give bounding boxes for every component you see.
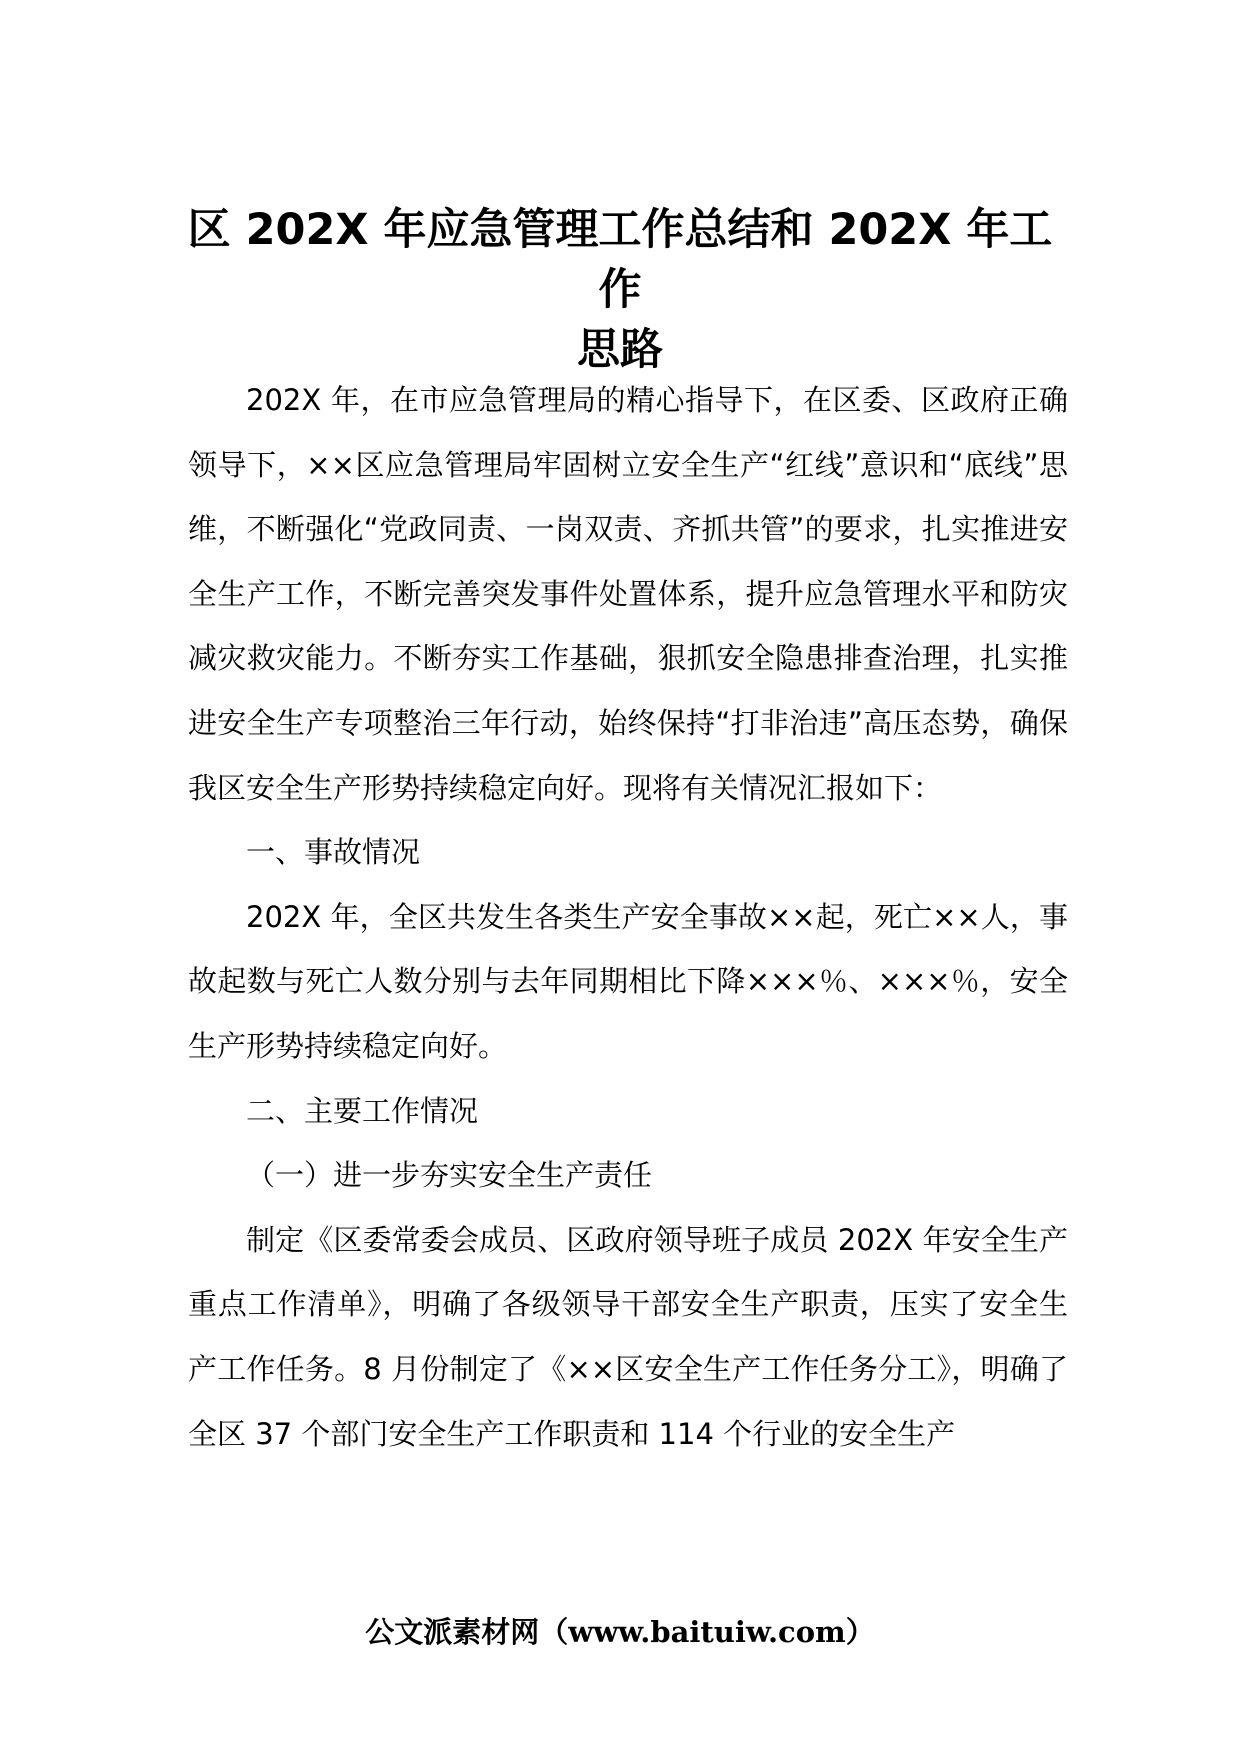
footer-watermark: 公文派素材网（www.baituiw.com） [365,1615,875,1649]
section-heading-accidents: 一、事故情况 [246,835,421,870]
document-title-line1: 区 202X 年应急管理工作总结和 202X 年工作 [187,205,1053,315]
document-title-line2: 思路 [577,325,663,375]
subsection-heading-responsibility: （一）进一步夯实安全生产责任 [246,1158,653,1193]
intro-paragraph: 202X 年，在市应急管理局的精心指导下，在区委、区政府正确领导下，××区应急管理局牢固树立安全生产“红线”意识和“底线”思维，不断强化“党政同责、一岗双责、齐抓共管”的要求，扎实推进安全生产工作，不断完善突发事件处置体系，提升应急管理水平和防灾减灾救灾能力。不断夯实工作基础，狠抓安全隐患排查治理，扎实推进安全生产专项整治三年行动，始终保持“打非治违”高压态势，确保我区安全生产形势持续稳定向好。现将有关情况汇报如下： [188,383,1068,805]
accidents-paragraph: 202X 年，全区共发生各类生产安全事故××起，死亡××人，事故起数与死亡人数分别与去年同期相比下降×××％、×××％，安全生产形势持续稳定向好。 [188,899,1068,1063]
section-heading-main-work: 二、主要工作情况 [246,1093,479,1128]
document-title [180,200,1060,380]
responsibility-paragraph: 制定《区委常委会成员、区政府领导班子成员 202X 年安全生产重点工作清单》，明确了各级领导干部安全生产职责，压实了安全生产工作任务。8 月份制定了《××区安全生产工作任务分工》，明确了全区 37 个部门安全生产工作职责和 114 个行业的安全生产 [188,1222,1068,1451]
document-body [188,368,1068,1466]
